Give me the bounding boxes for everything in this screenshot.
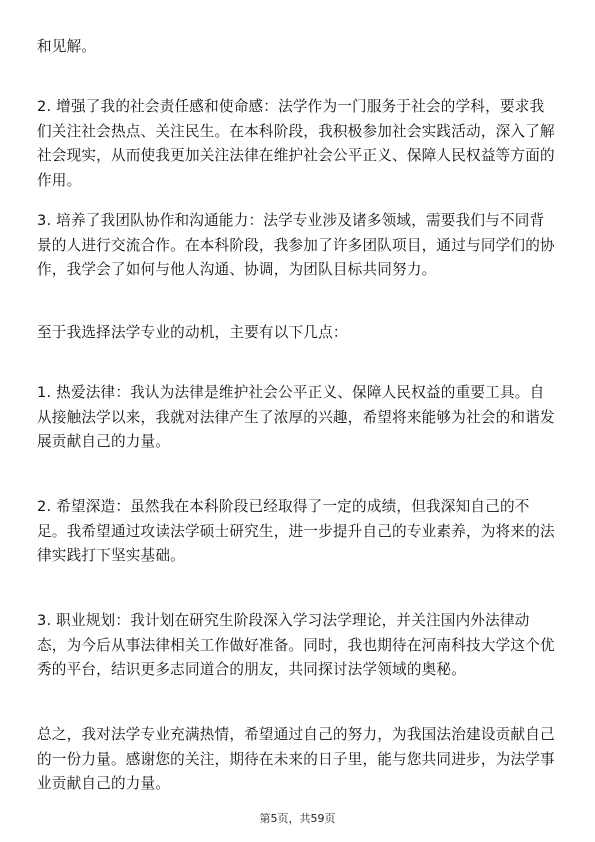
- page-number-footer: 第5页，共59页: [259, 812, 336, 825]
- paragraph-further-study: 2. 希望深造：虽然我在本科阶段已经取得了一定的成绩，但我深知自己的不足。我希望通过攻读法学硕士研究生，进一步提升自己的专业素养，为将来的法律实践打下坚实基础。: [37, 498, 555, 564]
- paragraph-love-of-law: 1. 热爱法律：我认为法律是维护社会公平正义、保障人民权益的重要工具。自从接触法学以来，我就对法律产生了浓厚的兴趣，希望将来能够为社会的和谐发展贡献自己的力量。: [37, 384, 555, 450]
- paragraph-social-responsibility: 2. 增强了我的社会责任感和使命感：法学作为一门服务于社会的学科，要求我们关注社会热点、关注民生。在本科阶段，我积极参加社会实践活动，深入了解社会现实，从而使我更加关注法律在维护社会公平正义、保障人民权益等方面的作用。: [37, 98, 555, 189]
- paragraph-career-plan: 3. 职业规划：我计划在研究生阶段深入学习法学理论，并关注国内外法律动态，为今后从事法律相关工作做好准备。同时，我也期待在河南科技大学这个优秀的平台，结识更多志同道合的朋友，共同探讨法学领域的奥秘。: [37, 612, 555, 678]
- paragraph-conclusion: 总之，我对法学专业充满热情，希望通过自己的努力，为我国法治建设贡献自己的一份力量。感谢您的关注，期待在未来的日子里，能与您共同进步，为法学事业贡献自己的力量。: [37, 726, 555, 792]
- paragraph-continuation: 和见解。: [37, 38, 97, 55]
- paragraph-motivation-intro: 至于我选择法学专业的动机，主要有以下几点：: [37, 324, 348, 341]
- paragraph-teamwork: 3. 培养了我团队协作和沟通能力：法学专业涉及诸多领域，需要我们与不同背景的人进行交流合作。在本科阶段，我参加了许多团队项目，通过与同学们的协作，我学会了如何与他人沟通、协调，为团队目标共同努力。: [37, 212, 555, 278]
